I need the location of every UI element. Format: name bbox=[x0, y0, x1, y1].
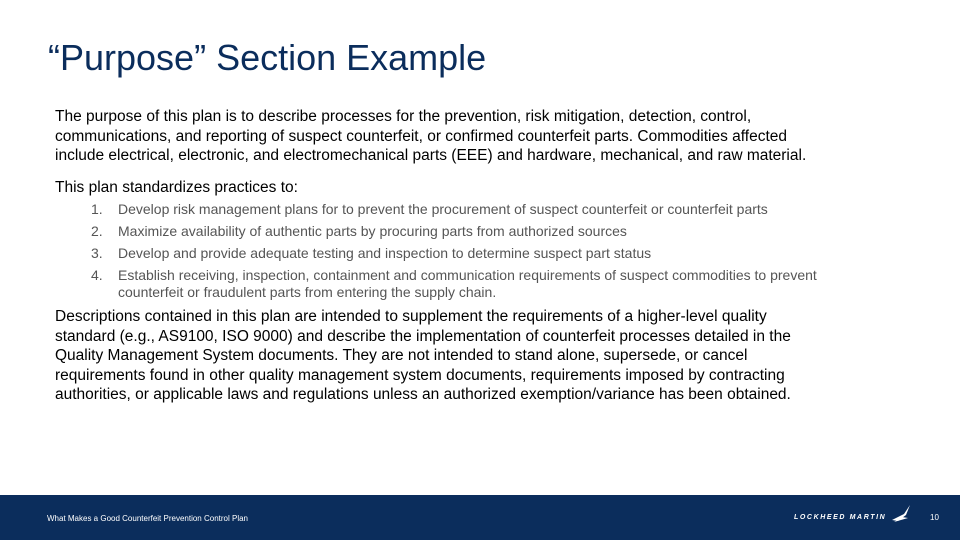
list-item bbox=[55, 201, 825, 218]
list-item bbox=[55, 245, 825, 262]
intro-paragraph: The purpose of this plan is to describe processes for the prevention, risk mitigation, detection, control, communications, and reporting of suspect counterfeit, or confirmed counterfeit parts. Commodities affected include electrical, electronic, and electromechanical parts (EEE) and hardware, mechanical, and raw material. bbox=[55, 108, 807, 164]
list-item-number: 4. bbox=[91, 267, 103, 283]
list-item-text: Develop risk management plans for to prevent the procurement of suspect counterfeit or counterfeit parts bbox=[118, 201, 768, 217]
footer-title: What Makes a Good Counterfeit Prevention Control Plan bbox=[47, 514, 248, 523]
list-item-text: Establish receiving, inspection, containment and communication requirements of suspect commodities to prevent counterfeit or fraudulent parts from entering the supply chain. bbox=[118, 267, 817, 300]
description-paragraph: Descriptions contained in this plan are intended to supplement the requirements of a higher-level quality standard (e.g., AS9100, ISO 9000) and describe the implementation of counterfeit processes detailed in the Quality Management System documents. They are not intended to stand alone, supersede, or cancel requirements found in other quality management system documents, requirements imposed by contracting authorities, or applicable laws and regulations unless an authorized exemption/variance has been obtained. bbox=[55, 308, 791, 403]
slide-title: “Purpose” Section Example bbox=[48, 37, 487, 78]
practices-list bbox=[55, 201, 825, 300]
page-number: 10 bbox=[930, 513, 939, 522]
list-item-number: 2. bbox=[91, 223, 103, 239]
list-item-number: 3. bbox=[91, 245, 103, 261]
list-item bbox=[55, 267, 825, 300]
lockheed-martin-logo bbox=[794, 503, 914, 529]
list-item bbox=[55, 223, 825, 240]
slide-content bbox=[55, 107, 825, 405]
list-item-text: Maximize availability of authentic parts by procuring parts from authorized sources bbox=[118, 223, 627, 239]
footer-bar bbox=[0, 495, 960, 540]
star-icon bbox=[890, 503, 912, 525]
list-item-number: 1. bbox=[91, 201, 103, 217]
practices-lead: This plan standardizes practices to: bbox=[55, 178, 298, 196]
list-item-text: Develop and provide adequate testing and inspection to determine suspect part status bbox=[118, 245, 652, 261]
logo-wordmark: LOCKHEED MARTIN bbox=[794, 514, 887, 521]
